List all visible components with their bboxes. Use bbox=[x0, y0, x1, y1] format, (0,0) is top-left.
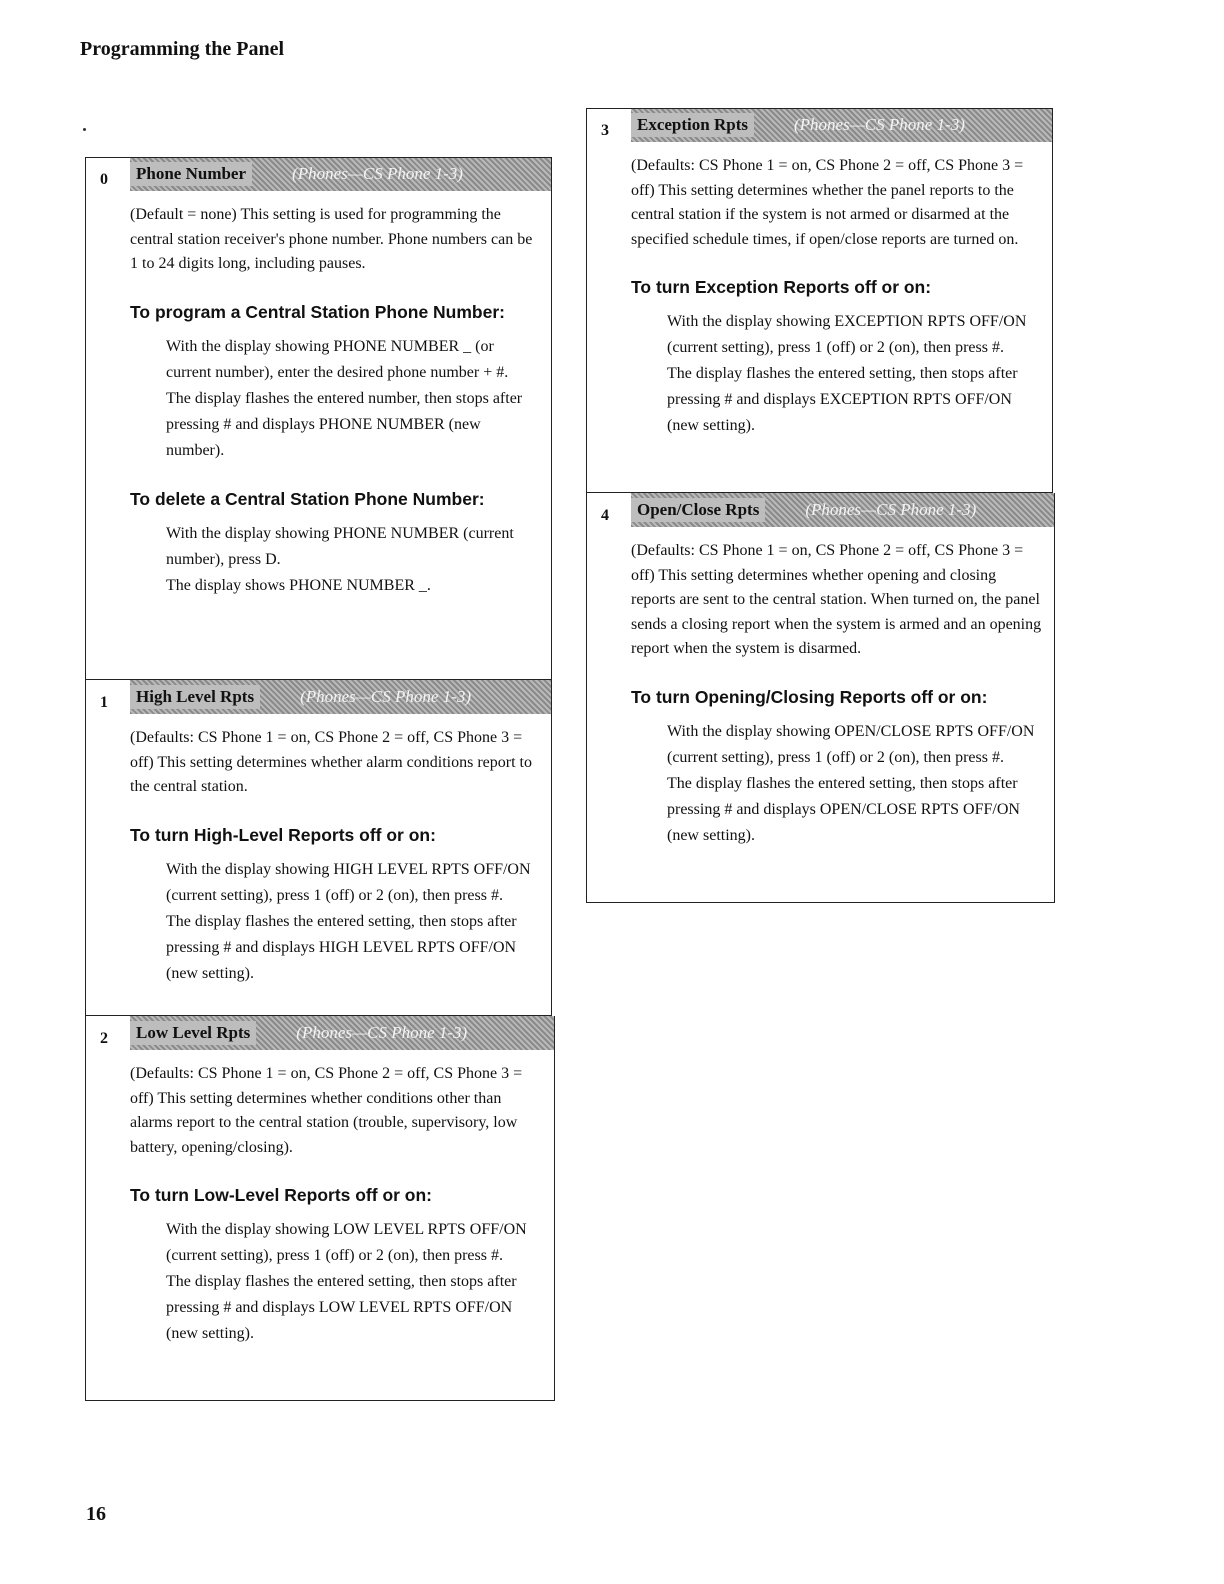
page-header: Programming the Panel bbox=[80, 38, 285, 60]
procedure-step: The display flashes the entered setting, then stops after pressing # and displays LOW LEVEL RPTS OFF/ON (new setting). bbox=[166, 1273, 517, 1342]
section-description: (Defaults: CS Phone 1 = on, CS Phone 2 = off, CS Phone 3 = off) This setting determines whether opening and closing reports are sent to the central station. When turned on, the panel sends a closing report when the system is armed and an opening report when the system is disarmed. bbox=[631, 542, 1042, 657]
section-description: (Defaults: CS Phone 1 = on, CS Phone 2 = off, CS Phone 3 = off) This setting determines whether the panel reports to the central station if the system is not armed or disarmed at the specified schedule times, if open/close reports are turned on. bbox=[631, 157, 1024, 248]
section-number: 2 bbox=[100, 1030, 108, 1047]
procedure-step: With the display showing OPEN/CLOSE RPTS OFF/ON (current setting), press 1 (off) or 2 (on), then press #. bbox=[667, 722, 1035, 766]
command-name: Open/Close Rpts bbox=[631, 498, 765, 522]
section-open-close-rpts bbox=[586, 493, 1055, 902]
procedure-title: To delete a Central Station Phone Number: bbox=[130, 488, 485, 509]
procedure-steps bbox=[166, 334, 541, 464]
menu-path: (Phones—CS Phone 1-3) bbox=[296, 1023, 468, 1042]
section-title-bar bbox=[631, 108, 1052, 142]
section-number: 1 bbox=[100, 694, 108, 711]
procedure-steps bbox=[667, 719, 1044, 849]
page-number: 16 bbox=[86, 1503, 106, 1525]
command-name: Low Level Rpts bbox=[130, 1021, 256, 1045]
procedure-step: The display flashes the entered number, then stops after pressing # and displays PHONE NUMBER (new number). bbox=[166, 389, 523, 459]
section-body bbox=[631, 154, 1042, 439]
section-high-level-rpts bbox=[85, 680, 552, 1015]
procedure-step: With the display showing EXCEPTION RPTS OFF/ON (current setting), press 1 (off) or 2 (on), then press #. bbox=[667, 313, 1027, 356]
section-title-bar bbox=[631, 493, 1054, 527]
section-divider bbox=[85, 157, 552, 158]
menu-path: (Phones—CS Phone 1-3) bbox=[793, 115, 965, 134]
section-body bbox=[631, 539, 1044, 849]
procedure-step: With the display showing LOW LEVEL RPTS OFF/ON (current setting), press 1 (off) or 2 (on), then press #. bbox=[166, 1221, 527, 1264]
procedure-title: To turn High-Level Reports off or on: bbox=[130, 824, 436, 845]
procedure-title: To turn Low-Level Reports off or on: bbox=[130, 1185, 433, 1205]
menu-path: (Phones—CS Phone 1-3) bbox=[805, 500, 977, 519]
section-title-bar bbox=[130, 680, 551, 714]
procedure-step: With the display showing PHONE NUMBER _ (or current number), enter the desired phone number + #. bbox=[166, 337, 509, 381]
stray-dot bbox=[83, 128, 86, 131]
procedure-title: To program a Central Station Phone Number: bbox=[130, 301, 505, 322]
command-name: Exception Rpts bbox=[631, 113, 754, 137]
section-number: 4 bbox=[601, 507, 609, 524]
section-description: (Default = none) This setting is used for programming the central station receiver's phone number. Phone numbers can be 1 to 24 digits long, including pauses. bbox=[130, 206, 533, 272]
section-phone-number bbox=[85, 157, 552, 679]
procedure-step: With the display showing PHONE NUMBER (current number), press D. bbox=[166, 524, 514, 568]
procedure-steps bbox=[166, 857, 541, 987]
section-description: (Defaults: CS Phone 1 = on, CS Phone 2 = off, CS Phone 3 = off) This setting determines whether alarm conditions report to the central station. bbox=[130, 729, 532, 795]
section-divider bbox=[586, 108, 1053, 109]
section-exception-rpts bbox=[586, 108, 1053, 492]
menu-path: (Phones—CS Phone 1-3) bbox=[292, 164, 463, 183]
section-number: 3 bbox=[601, 122, 609, 139]
procedure-steps bbox=[166, 1217, 544, 1347]
procedure-step: The display flashes the entered setting, then stops after pressing # and displays HIGH LEVEL RPTS OFF/ON (new setting). bbox=[166, 912, 517, 982]
section-body bbox=[130, 726, 541, 987]
section-body bbox=[130, 1062, 544, 1347]
section-divider bbox=[85, 1400, 555, 1401]
section-low-level-rpts bbox=[85, 1016, 555, 1400]
procedure-step: The display shows PHONE NUMBER _. bbox=[166, 576, 431, 594]
section-body bbox=[130, 203, 541, 599]
section-title-bar bbox=[130, 157, 551, 191]
procedure-steps bbox=[667, 309, 1042, 439]
command-name: High Level Rpts bbox=[130, 685, 260, 709]
procedure-steps bbox=[166, 521, 541, 599]
procedure-step: With the display showing HIGH LEVEL RPTS OFF/ON (current setting), press 1 (off) or 2 (on), then press #. bbox=[166, 860, 531, 904]
procedure-title: To turn Exception Reports off or on: bbox=[631, 277, 932, 297]
menu-path: (Phones—CS Phone 1-3) bbox=[300, 687, 471, 706]
section-divider bbox=[586, 902, 1055, 903]
procedure-step: The display flashes the entered setting, then stops after pressing # and displays OPEN/CLOSE RPTS OFF/ON (new setting). bbox=[667, 774, 1020, 844]
command-name: Phone Number bbox=[130, 162, 252, 186]
section-title-bar bbox=[130, 1016, 554, 1050]
section-description: (Defaults: CS Phone 1 = on, CS Phone 2 = off, CS Phone 3 = off) This setting determines whether conditions other than alarms report to the central station (trouble, supervisory, low battery, opening/closing). bbox=[130, 1065, 523, 1156]
procedure-title: To turn Opening/Closing Reports off or on: bbox=[631, 686, 988, 707]
procedure-step: The display flashes the entered setting, then stops after pressing # and displays EXCEPTION RPTS OFF/ON (new setting). bbox=[667, 365, 1018, 434]
section-number: 0 bbox=[100, 171, 108, 188]
